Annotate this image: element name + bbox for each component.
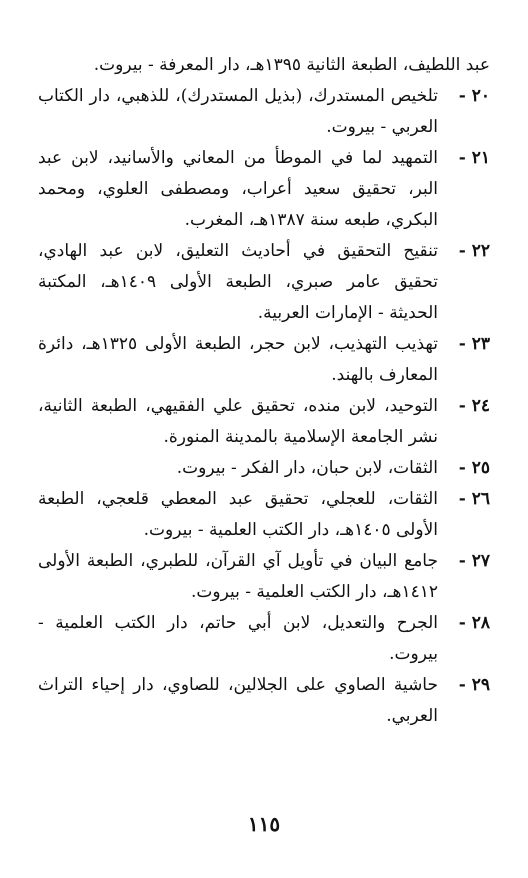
entry-number: ٢٩ - <box>458 675 490 695</box>
entry-number: ٢٣ - <box>458 334 490 354</box>
entry-text: الجرح والتعديل، لابن أبي حاتم، دار الكتب العلمية - بيروت. <box>38 613 438 664</box>
entry-text: عبد اللطيف، الطبعة الثانية ١٣٩٥هـ، دار المعرفة - بيروت. <box>93 55 490 75</box>
entry-number: ٢١ - <box>458 148 490 168</box>
entry-text: التوحيد، لابن منده، تحقيق علي الفقيهي، الطبعة الثانية، نشر الجامعة الإسلامية بالمدينة المنورة. <box>38 396 438 447</box>
entry-text: تهذيب التهذيب، لابن حجر، الطبعة الأولى ١٣٢٥هـ، دائرة المعارف بالهند. <box>38 334 438 385</box>
entry-number: ٢٠ - <box>458 86 490 106</box>
bibliography-entry-25 <box>38 453 490 484</box>
bibliography-entry-21 <box>38 143 490 236</box>
entry-number: ٢٦ - <box>458 489 490 509</box>
continuation-entry <box>38 50 490 81</box>
entry-text: تنقيح التحقيق في أحاديث التعليق، لابن عبد الهادي، تحقيق عامر صبري، الطبعة الأولى ١٤٠٩هـ، المكتبة الحديثة - الإمارات العربية. <box>38 241 438 323</box>
bibliography-entry-26 <box>38 484 490 546</box>
entry-number: ٢٤ - <box>458 396 490 416</box>
entry-text: تلخيص المستدرك، (بذيل المستدرك)، للذهبي، دار الكتاب العربي - بيروت. <box>38 86 438 137</box>
entry-text: جامع البيان في تأويل آي القرآن، للطبري، الطبعة الأولى ١٤١٢هـ، دار الكتب العلمية - بيروت. <box>38 551 438 602</box>
bibliography-list <box>38 50 490 732</box>
entry-number: ٢٧ - <box>458 551 490 571</box>
bibliography-entry-23 <box>38 329 490 391</box>
bibliography-entry-24 <box>38 391 490 453</box>
bibliography-entry-20 <box>38 81 490 143</box>
bibliography-entry-22 <box>38 236 490 329</box>
entry-number: ٢٢ - <box>458 241 490 261</box>
bibliography-entry-27 <box>38 546 490 608</box>
entry-text: حاشية الصاوي على الجلالين، للصاوي، دار إحياء التراث العربي. <box>38 675 438 726</box>
entry-text: التمهيد لما في الموطأ من المعاني والأسانيد، لابن عبد البر، تحقيق سعيد أعراب، ومصطفى العلوي، ومحمد البكري، طبعه سنة ١٣٨٧هـ، المغرب. <box>38 148 438 230</box>
entry-number: ٢٥ - <box>458 458 490 478</box>
page-number: ١١٥ <box>247 812 281 836</box>
entry-text: الثقات، للعجلي، تحقيق عبد المعطي قلعجي، الطبعة الأولى ١٤٠٥هـ، دار الكتب العلمية - بيروت. <box>38 489 438 540</box>
bibliography-entry-28 <box>38 608 490 670</box>
bibliography-entry-29 <box>38 670 490 732</box>
entry-text: الثقات، لابن حبان، دار الفكر - بيروت. <box>176 458 438 478</box>
entry-number: ٢٨ - <box>458 613 490 633</box>
